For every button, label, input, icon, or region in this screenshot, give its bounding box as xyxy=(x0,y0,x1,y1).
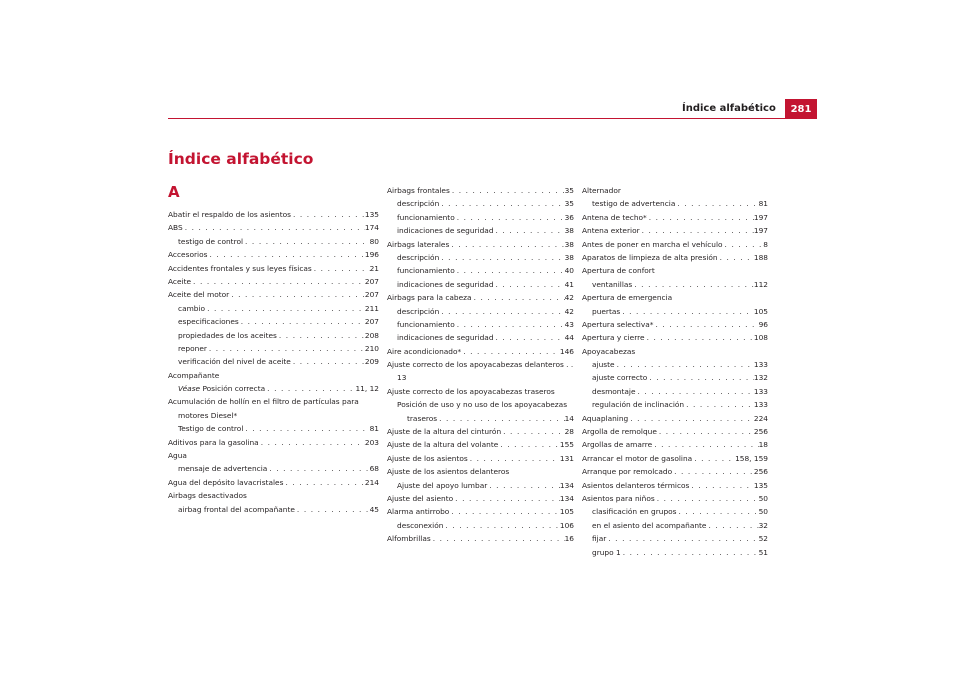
leader-dots xyxy=(312,262,370,275)
entry-term: descripción xyxy=(397,252,440,262)
entry-page-number: 38 xyxy=(564,226,574,236)
entry-term: reponer xyxy=(178,343,207,353)
leader-dots xyxy=(620,305,754,318)
index-entry xyxy=(582,291,768,304)
index-entry xyxy=(387,492,574,505)
entry-page-number: 35 xyxy=(564,199,574,209)
leader-dots xyxy=(455,318,565,331)
index-entry xyxy=(582,211,768,224)
index-entry xyxy=(387,358,574,385)
entry-page-number: 133 xyxy=(753,386,768,396)
entry-term: descripción xyxy=(397,199,440,209)
entry-term: Ajuste de los asientos xyxy=(387,453,468,463)
leader-dots xyxy=(243,235,370,248)
entry-term: funcionamiento xyxy=(397,266,455,276)
entry-term: Aquaplaning xyxy=(582,413,629,423)
index-entry xyxy=(168,382,379,395)
leader-dots xyxy=(487,479,560,492)
entry-page-number: 158, 159 xyxy=(735,453,768,463)
index-entry xyxy=(387,224,574,237)
entry-term: Apertura y cierre xyxy=(582,333,645,343)
index-entry xyxy=(582,532,768,545)
entry-term: Asientos delanteros térmicos xyxy=(582,480,690,490)
entry-page-number: 18 xyxy=(758,440,768,450)
entry-term: Argollas de amarre xyxy=(582,440,653,450)
leader-dots xyxy=(439,197,564,210)
leader-dots xyxy=(243,422,369,435)
index-entry xyxy=(582,318,768,331)
leader-dots xyxy=(443,519,559,532)
entry-page-number: 50 xyxy=(758,493,768,503)
entry-term: Aceite del motor xyxy=(168,290,230,300)
entry-term: indicaciones de seguridad xyxy=(397,333,494,343)
index-entry xyxy=(168,315,379,328)
entry-page-number: 14 xyxy=(564,413,574,423)
entry-term: Airbags laterales xyxy=(387,239,450,249)
leader-dots xyxy=(655,492,759,505)
entry-page-number: 11, 12 xyxy=(355,384,379,394)
leader-dots xyxy=(653,318,758,331)
entry-page-number: 146 xyxy=(559,346,574,356)
leader-dots xyxy=(636,385,754,398)
leader-dots xyxy=(632,278,754,291)
entry-page-number: 21 xyxy=(369,263,379,273)
index-entry xyxy=(582,546,768,559)
entry-term: Accesorios xyxy=(168,250,208,260)
entry-page-number: 188 xyxy=(753,252,768,262)
index-entry xyxy=(387,465,574,478)
leader-dots xyxy=(494,224,565,237)
leader-dots xyxy=(449,505,560,518)
index-entry xyxy=(387,264,574,277)
leader-dots xyxy=(640,224,754,237)
entry-page-number: 132 xyxy=(753,373,768,383)
index-entry xyxy=(168,462,379,475)
entry-term: Ajuste de los asientos delanteros xyxy=(387,467,510,477)
index-entry xyxy=(387,211,574,224)
leader-dots xyxy=(205,302,365,315)
entry-term: desconexión xyxy=(397,520,444,530)
entry-term: testigo de advertencia xyxy=(592,199,676,209)
index-entry xyxy=(582,278,768,291)
entry-page-number: 81 xyxy=(758,199,768,209)
entry-page-number: 81 xyxy=(369,424,379,434)
index-entry xyxy=(387,184,574,197)
leader-dots xyxy=(647,371,754,384)
entry-term: puertas xyxy=(592,306,621,316)
entry-term: Ajuste de la altura del cinturón xyxy=(387,427,502,437)
index-entry xyxy=(582,519,768,532)
index-entry xyxy=(582,465,768,478)
index-entry xyxy=(168,235,379,248)
entry-term: indicaciones de seguridad xyxy=(397,226,494,236)
entry-page-number: 45 xyxy=(369,504,379,514)
entry-page-number: 207 xyxy=(364,276,379,286)
see-reference: Véase xyxy=(178,384,201,394)
index-entry xyxy=(582,251,768,264)
entry-page-number: 224 xyxy=(753,413,768,423)
entry-page-number: 256 xyxy=(753,427,768,437)
entry-term: Arranque por remolcado xyxy=(582,467,673,477)
index-column-2 xyxy=(387,184,574,546)
index-entry xyxy=(582,371,768,384)
entry-page-number: 41 xyxy=(564,279,574,289)
index-entry xyxy=(582,479,768,492)
leader-dots xyxy=(277,329,365,342)
entry-term: funcionamiento xyxy=(397,212,455,222)
running-header-title: Índice alfabético xyxy=(682,103,776,114)
leader-dots xyxy=(672,465,754,478)
entry-page-number: 207 xyxy=(364,290,379,300)
page-title: Índice alfabético xyxy=(168,150,314,168)
entry-term: Ajuste del asiento xyxy=(387,494,454,504)
index-entry xyxy=(168,275,379,288)
entry-page-number: 196 xyxy=(364,250,379,260)
leader-dots xyxy=(439,305,564,318)
index-entry xyxy=(387,251,574,264)
leader-dots xyxy=(615,358,754,371)
entry-page-number: 208 xyxy=(364,330,379,340)
index-entry xyxy=(168,395,379,422)
entry-page-number: 96 xyxy=(758,319,768,329)
index-entry xyxy=(168,436,379,449)
section-letter: A xyxy=(168,183,180,201)
entry-page-number: 207 xyxy=(364,317,379,327)
leader-dots xyxy=(207,248,364,261)
index-entry xyxy=(168,208,379,221)
entry-term: propiedades de los aceites xyxy=(178,330,277,340)
entry-term: verificación del nivel de aceite xyxy=(178,357,291,367)
entry-term: desmontaje xyxy=(592,386,636,396)
index-entry xyxy=(582,224,768,237)
leader-dots xyxy=(501,425,564,438)
index-entry xyxy=(387,197,574,210)
index-entry xyxy=(387,479,574,492)
entry-term: airbag frontal del acompañante xyxy=(178,504,295,514)
index-entry xyxy=(168,355,379,368)
entry-page-number: 80 xyxy=(369,236,379,246)
entry-term: Apertura selectiva* xyxy=(582,319,654,329)
index-entry xyxy=(168,449,379,462)
entry-term: Agua del depósito lavacristales xyxy=(168,477,284,487)
leader-dots xyxy=(455,211,565,224)
header-divider xyxy=(168,118,817,119)
leader-dots xyxy=(207,342,365,355)
entry-page-number: 105 xyxy=(753,306,768,316)
entry-term: ABS xyxy=(168,223,183,233)
index-entry xyxy=(582,412,768,425)
entry-term: Airbags para la cabeza xyxy=(387,293,472,303)
entry-page-number: 36 xyxy=(564,212,574,222)
index-entry xyxy=(582,184,768,197)
entry-page-number: 43 xyxy=(564,319,574,329)
entry-term: indicaciones de seguridad xyxy=(397,279,494,289)
entry-page-number: 106 xyxy=(559,520,574,530)
leader-dots xyxy=(606,532,758,545)
entry-term: Alternador xyxy=(582,186,621,195)
index-entry xyxy=(387,331,574,344)
index-entry xyxy=(582,264,768,277)
entry-term: grupo 1 xyxy=(592,547,621,557)
index-entry xyxy=(582,197,768,210)
entry-page-number: 50 xyxy=(758,507,768,517)
entry-term: Apertura de confort xyxy=(582,266,655,276)
entry-term: Alarma antirrobo xyxy=(387,507,450,517)
entry-term: testigo de control xyxy=(178,236,244,246)
index-entry xyxy=(387,532,574,545)
entry-term: ajuste correcto xyxy=(592,373,648,383)
entry-term: Airbags frontales xyxy=(387,186,450,195)
entry-term: especificaciones xyxy=(178,317,239,327)
entry-term: Acumulación de hollín en el filtro de partículas para xyxy=(168,397,359,407)
entry-page-number: 68 xyxy=(369,464,379,474)
index-entry xyxy=(387,385,574,398)
leader-dots xyxy=(291,355,365,368)
entry-page-number: 135 xyxy=(364,210,379,219)
entry-page-number: 210 xyxy=(364,343,379,353)
index-entry xyxy=(168,302,379,315)
entry-page-number: 131 xyxy=(559,453,574,463)
entry-term: Argolla de remolque xyxy=(582,427,657,437)
index-entry xyxy=(387,238,574,251)
entry-term: regulación de inclinación xyxy=(592,400,685,410)
entry-page-number: 155 xyxy=(559,440,574,450)
entry-term: Aditivos para la gasolina xyxy=(168,437,259,447)
index-entry xyxy=(387,412,574,425)
index-entry xyxy=(387,278,574,291)
entry-term: Abatir el respaldo de los asientos xyxy=(168,210,291,219)
entry-term: mensaje de advertencia xyxy=(178,464,268,474)
index-entry xyxy=(387,452,574,465)
index-entry xyxy=(582,238,768,251)
entry-term: Apoyacabezas xyxy=(582,346,636,356)
leader-dots xyxy=(684,398,754,411)
entry-term: Arrancar el motor de gasolina xyxy=(582,453,693,463)
leader-dots xyxy=(652,438,758,451)
leader-dots xyxy=(472,291,565,304)
leader-dots xyxy=(291,208,365,221)
leader-dots xyxy=(494,278,565,291)
leader-dots xyxy=(450,184,565,197)
entry-term: descripción xyxy=(397,306,440,316)
index-entry xyxy=(168,221,379,234)
index-entry xyxy=(168,422,379,435)
entry-term: fijar xyxy=(592,534,607,544)
leader-dots xyxy=(677,505,759,518)
index-entry xyxy=(168,503,379,516)
entry-page-number: 133 xyxy=(753,400,768,410)
leader-dots xyxy=(283,476,364,489)
entry-page-number: 51 xyxy=(758,547,768,557)
entry-term: Testigo de control xyxy=(178,424,244,434)
index-entry xyxy=(168,489,379,502)
entry-term: cambio xyxy=(178,303,206,313)
entry-term: Antena exterior xyxy=(582,226,640,236)
entry-term: Antena de techo* xyxy=(582,212,647,222)
entry-term: ventanillas xyxy=(592,279,633,289)
entry-page-number: 133 xyxy=(753,360,768,370)
leader-dots xyxy=(265,382,355,395)
entry-page-number: 134 xyxy=(559,494,574,504)
leader-dots xyxy=(453,492,560,505)
leader-dots xyxy=(437,412,564,425)
entry-page-number: 214 xyxy=(364,477,379,487)
entry-page-number: 105 xyxy=(559,507,574,517)
leader-dots xyxy=(229,288,365,301)
index-entry xyxy=(387,505,574,518)
index-entry xyxy=(582,345,768,358)
index-column-1 xyxy=(168,208,379,516)
entry-term: Véase Posición correcta xyxy=(178,384,266,394)
leader-dots xyxy=(723,238,764,251)
leader-dots xyxy=(689,479,753,492)
index-entry xyxy=(168,248,379,261)
index-entry xyxy=(387,291,574,304)
index-entry xyxy=(582,452,768,465)
entry-term: Ajuste correcto de los apoyacabezas delanteros . . xyxy=(387,360,574,370)
index-entry xyxy=(582,358,768,371)
leader-dots xyxy=(657,425,754,438)
entry-term: clasificación en grupos xyxy=(592,507,677,517)
entry-page-number: 197 xyxy=(753,226,768,236)
entry-term: Acompañante xyxy=(168,370,220,380)
entry-term: Agua xyxy=(168,451,187,461)
index-entry xyxy=(168,288,379,301)
entry-term: Apertura de emergencia xyxy=(582,293,673,303)
leader-dots xyxy=(183,221,365,234)
entry-term: Ajuste de la altura del volante xyxy=(387,440,499,450)
index-entry xyxy=(582,305,768,318)
index-entry xyxy=(582,505,768,518)
entry-page-number: 112 xyxy=(753,279,768,289)
index-entry xyxy=(582,492,768,505)
entry-term: Posición de uso y no uso de los apoyacabezas xyxy=(397,400,568,410)
entry-page-number: 134 xyxy=(559,480,574,490)
entry-page-number: 108 xyxy=(753,333,768,343)
index-entry xyxy=(168,476,379,489)
index-entry xyxy=(387,438,574,451)
index-entry xyxy=(168,369,379,382)
leader-dots xyxy=(498,438,560,451)
leader-dots xyxy=(259,436,365,449)
index-entry xyxy=(387,519,574,532)
entry-page-number: 174 xyxy=(364,223,379,233)
leader-dots xyxy=(267,462,369,475)
leader-dots xyxy=(645,331,754,344)
index-entry xyxy=(168,262,379,275)
leader-dots xyxy=(455,264,565,277)
index-entry xyxy=(582,438,768,451)
entry-term-continued: 13 xyxy=(397,373,407,383)
entry-page-number: 197 xyxy=(753,212,768,222)
entry-page-number: 38 xyxy=(564,239,574,249)
entry-term: Antes de poner en marcha el vehículo xyxy=(582,239,723,249)
leader-dots xyxy=(295,503,370,516)
entry-term: Ajuste correcto de los apoyacabezas traseros xyxy=(387,386,555,396)
index-entry xyxy=(582,385,768,398)
entry-page-number: 32 xyxy=(758,520,768,530)
entry-term-continued: motores Diesel* xyxy=(178,410,238,420)
index-column-3 xyxy=(582,184,768,559)
index-entry xyxy=(387,425,574,438)
page-number-badge: 281 xyxy=(785,99,817,119)
leader-dots xyxy=(439,251,564,264)
leader-dots xyxy=(191,275,365,288)
leader-dots xyxy=(461,345,560,358)
entry-page-number: 35 xyxy=(564,186,574,195)
entry-term: en el asiento del acompañante xyxy=(592,520,707,530)
entry-term: Accidentes frontales y sus leyes físicas xyxy=(168,263,312,273)
entry-page-number: 211 xyxy=(364,303,379,313)
index-entry xyxy=(387,318,574,331)
entry-page-number: 135 xyxy=(753,480,768,490)
leader-dots xyxy=(718,251,754,264)
entry-term: Aceite xyxy=(168,276,192,286)
entry-term: ajuste xyxy=(592,360,615,370)
leader-dots xyxy=(706,519,758,532)
entry-term: Asientos para niños xyxy=(582,493,655,503)
entry-term: Aire acondicionado* xyxy=(387,346,462,356)
index-entry xyxy=(168,329,379,342)
leader-dots xyxy=(675,197,758,210)
entry-page-number: 42 xyxy=(564,293,574,303)
leader-dots xyxy=(239,315,365,328)
entry-term: Aparatos de limpieza de alta presión xyxy=(582,252,718,262)
leader-dots xyxy=(692,452,735,465)
entry-term: Airbags desactivados xyxy=(168,491,247,501)
entry-page-number: 256 xyxy=(753,467,768,477)
entry-page-number: 209 xyxy=(364,357,379,367)
leader-dots xyxy=(621,546,759,559)
leader-dots xyxy=(449,238,564,251)
entry-term: Ajuste del apoyo lumbar xyxy=(397,480,488,490)
entry-page-number: 52 xyxy=(758,534,768,544)
entry-page-number: 16 xyxy=(564,534,574,544)
entry-page-number: 40 xyxy=(564,266,574,276)
entry-term: traseros xyxy=(407,413,438,423)
entry-page-number: 28 xyxy=(564,427,574,437)
leader-dots xyxy=(431,532,565,545)
entry-page-number: 8 xyxy=(763,239,768,249)
entry-page-number: 38 xyxy=(564,252,574,262)
leader-dots xyxy=(628,412,754,425)
entry-page-number: 42 xyxy=(564,306,574,316)
index-entry xyxy=(387,345,574,358)
entry-page-number: 44 xyxy=(564,333,574,343)
index-entry xyxy=(168,342,379,355)
index-entry xyxy=(387,398,574,411)
index-entry xyxy=(582,331,768,344)
leader-dots xyxy=(468,452,560,465)
entry-term: funcionamiento xyxy=(397,319,455,329)
leader-dots xyxy=(494,331,565,344)
index-entry xyxy=(582,425,768,438)
leader-dots xyxy=(647,211,754,224)
entry-term: Alfombrillas xyxy=(387,534,431,544)
index-entry xyxy=(387,305,574,318)
entry-page-number: 203 xyxy=(364,437,379,447)
index-entry xyxy=(582,398,768,411)
